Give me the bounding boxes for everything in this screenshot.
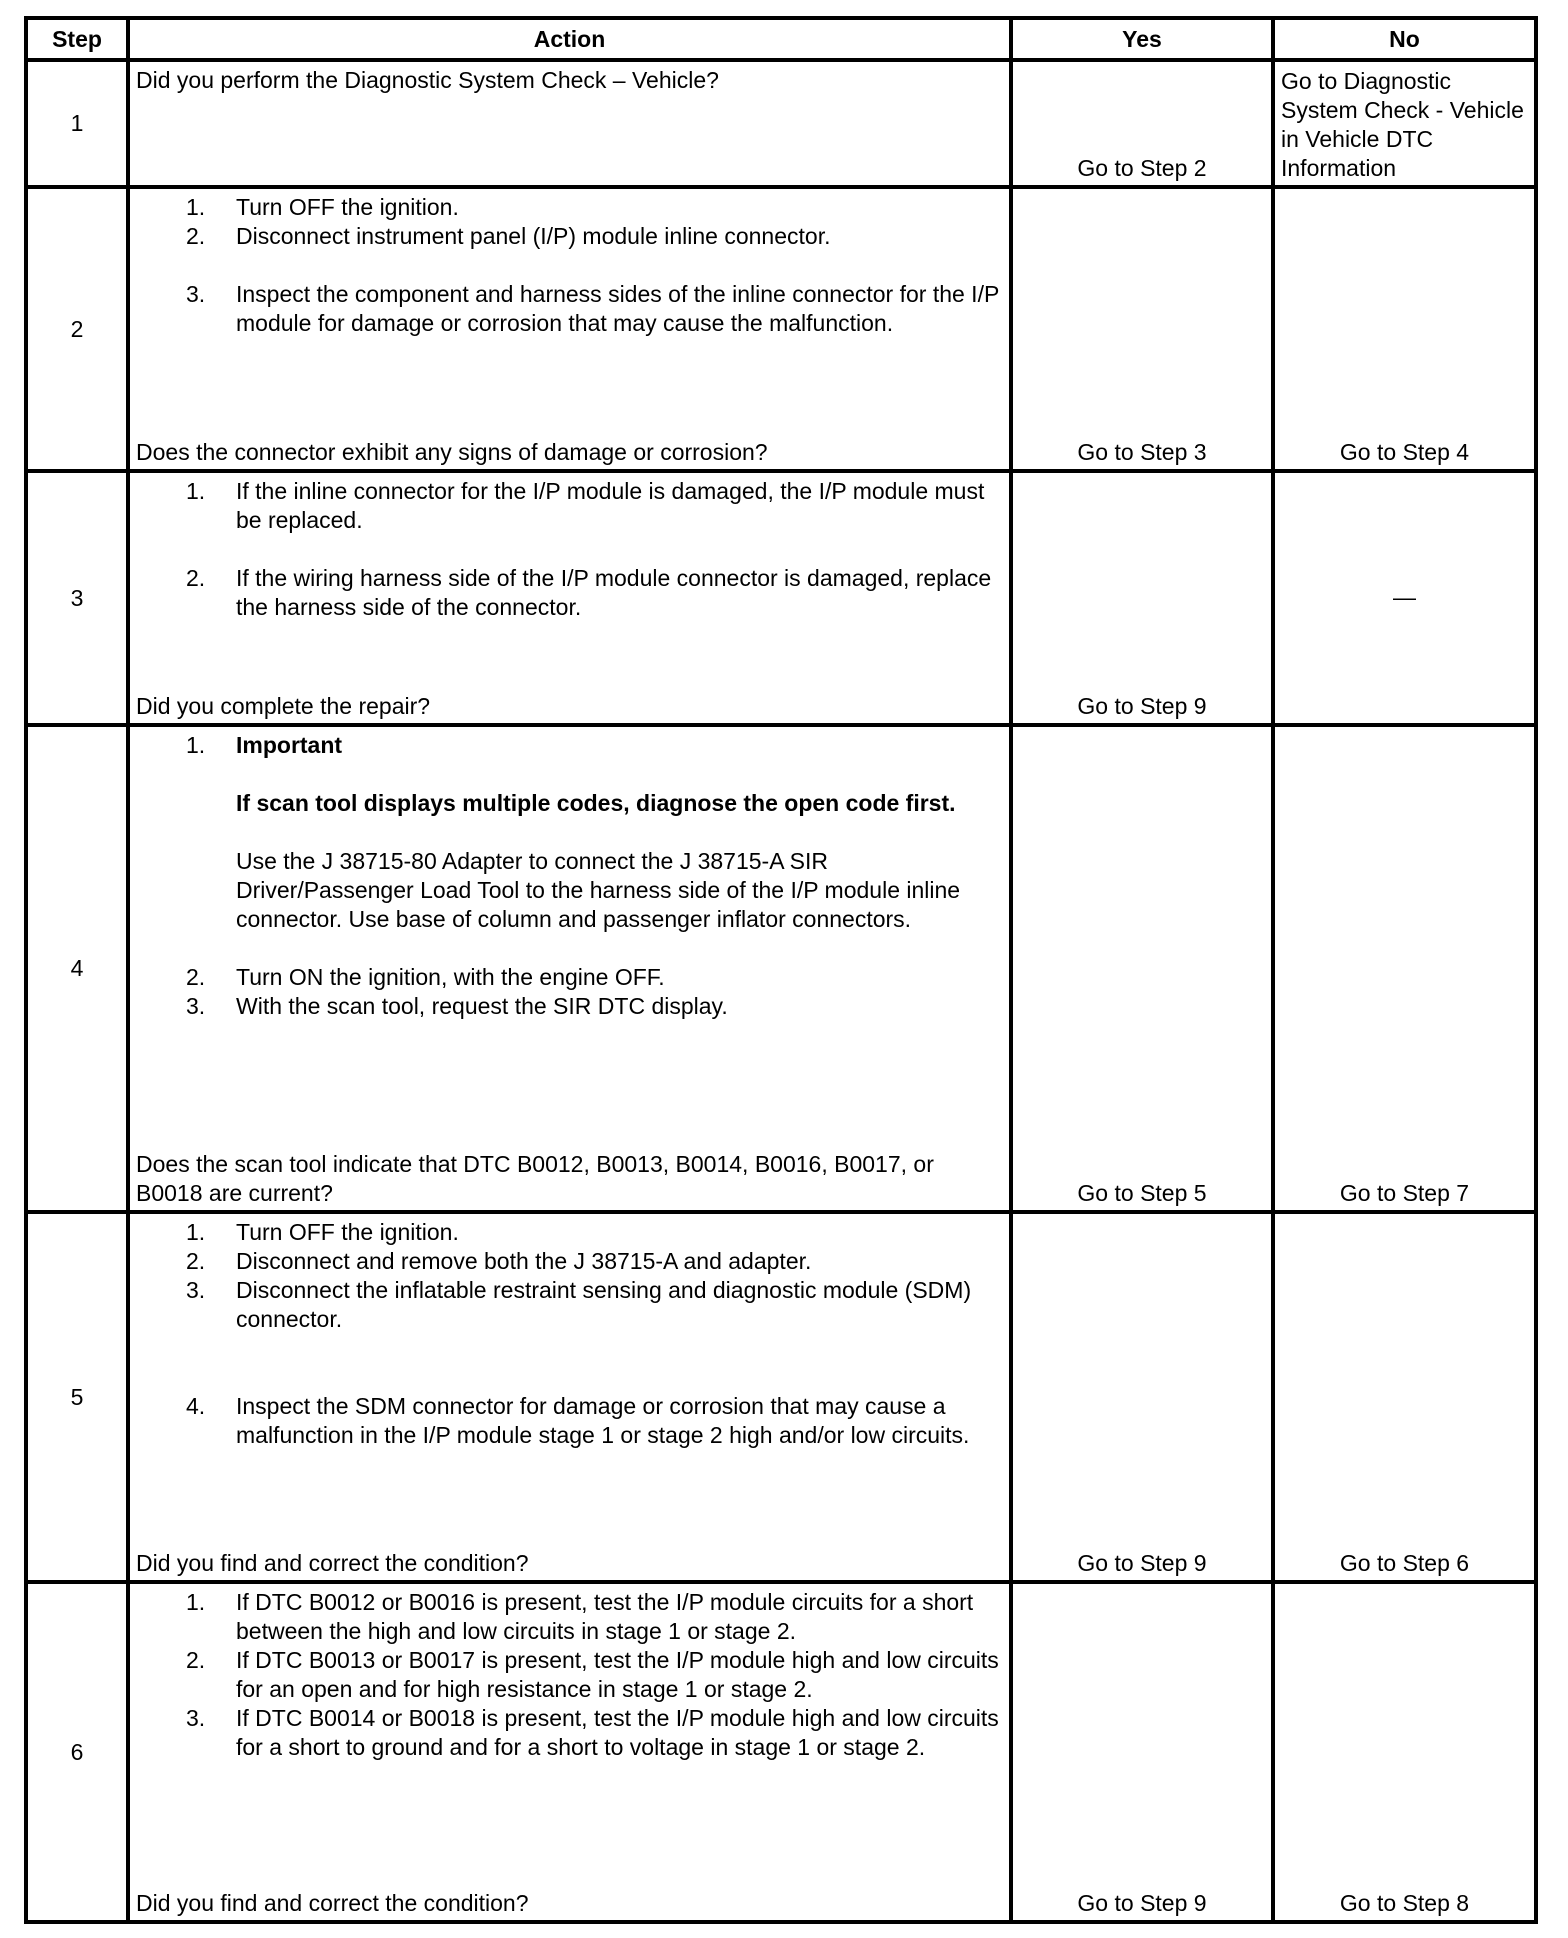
action-question: Did you find and correct the condition? — [136, 1550, 529, 1576]
list-item: 1. Important If scan tool displays multiple codes, diagnose the open code first. Use the J 38715-80 Adapter to connect the J 38715-A SIR Driver/Passenger Load Tool to the harness side of the I/P module inline connector. Use base of column and passenger inflator connectors. — [136, 731, 1003, 934]
no-cell: — — [1273, 471, 1536, 725]
table-row — [26, 471, 1536, 725]
yes-cell: Go to Step 9 — [1011, 1582, 1273, 1922]
header-step: Step — [26, 18, 128, 60]
diagnostic-table — [24, 16, 1538, 1924]
list-item: 1. If DTC B0012 or B0016 is present, test the I/P module circuits for a short between the high and low circuits in stage 1 or stage 2. — [186, 1589, 974, 1644]
yes-cell: Go to Step 3 — [1011, 187, 1273, 471]
action-cell — [128, 1212, 1011, 1582]
action-cell — [128, 471, 1011, 725]
header-row — [26, 18, 1536, 60]
action-list — [136, 1588, 1003, 1762]
no-cell: Go to Diagnostic System Check - Vehicle in Vehicle DTC Information — [1273, 60, 1536, 187]
action-list — [136, 477, 1003, 622]
action-question: Did you perform the Diagnostic System Check – Vehicle? — [136, 67, 719, 93]
action-cell — [128, 187, 1011, 471]
list-item: 4. Inspect the SDM connector for damage or corrosion that may cause a malfunction in the I/P module stage 1 or stage 2 high and/or low circuits. — [186, 1393, 970, 1448]
action-question: Did you complete the repair? — [136, 693, 431, 719]
action-cell — [128, 1582, 1011, 1922]
important-note: If scan tool displays multiple codes, diagnose the open code first. — [236, 790, 956, 816]
action-cell — [128, 60, 1011, 187]
header-action: Action — [128, 18, 1011, 60]
action-question: Does the scan tool indicate that DTC B0012, B0013, B0014, B0016, B0017, or B0018 are current? — [136, 1151, 934, 1206]
header-yes: Yes — [1011, 18, 1273, 60]
no-cell: Go to Step 7 — [1273, 725, 1536, 1212]
no-cell: Go to Step 6 — [1273, 1212, 1536, 1582]
yes-cell: Go to Step 9 — [1011, 1212, 1273, 1582]
list-item: 1. If the inline connector for the I/P module is damaged, the I/P module must be replaced. — [186, 478, 985, 533]
action-list — [136, 731, 1003, 1021]
step-number: 2 — [26, 187, 128, 471]
table-row — [26, 1212, 1536, 1582]
important-label: Important — [236, 732, 343, 758]
list-item: 3. Inspect the component and harness sides of the inline connector for the I/P module for damage or corrosion that may cause the malfunction. — [186, 281, 999, 336]
diagnostic-table-page — [24, 16, 1534, 1924]
action-list — [136, 193, 1003, 338]
step-number: 4 — [26, 725, 128, 1212]
action-cell — [128, 725, 1011, 1212]
list-item: 3. If DTC B0014 or B0018 is present, test the I/P module high and low circuits for a short to ground and for a short to voltage in stage 1 or stage 2. — [186, 1705, 999, 1760]
list-item: 1. Turn OFF the ignition. — [186, 194, 459, 220]
list-item: 2. Turn ON the ignition, with the engine OFF. — [186, 964, 665, 990]
step-number: 1 — [26, 60, 128, 187]
table-row — [26, 1582, 1536, 1922]
list-item: 1. Turn OFF the ignition. — [186, 1219, 459, 1245]
list-item: 2. Disconnect and remove both the J 38715-A and adapter. — [186, 1248, 812, 1274]
step-number: 3 — [26, 471, 128, 725]
list-item: 2. Disconnect instrument panel (I/P) module inline connector. — [186, 223, 831, 249]
header-no: No — [1273, 18, 1536, 60]
list-item: 2. If DTC B0013 or B0017 is present, test the I/P module high and low circuits for an open and for high resistance in stage 1 or stage 2. — [186, 1647, 999, 1702]
action-list — [136, 1218, 1003, 1450]
table-row — [26, 187, 1536, 471]
list-item: 2. If the wiring harness side of the I/P module connector is damaged, replace the harness side of the connector. — [186, 565, 992, 620]
step-number: 5 — [26, 1212, 128, 1582]
table-row — [26, 60, 1536, 187]
yes-cell: Go to Step 5 — [1011, 725, 1273, 1212]
step-number: 6 — [26, 1582, 128, 1922]
yes-cell: Go to Step 2 — [1011, 60, 1273, 187]
list-item: 3. With the scan tool, request the SIR DTC display. — [186, 993, 728, 1019]
no-cell: Go to Step 4 — [1273, 187, 1536, 471]
action-question: Does the connector exhibit any signs of damage or corrosion? — [136, 439, 768, 465]
yes-cell: Go to Step 9 — [1011, 471, 1273, 725]
table-row — [26, 725, 1536, 1212]
list-item: 3. Disconnect the inflatable restraint sensing and diagnostic module (SDM) connector. — [186, 1277, 972, 1332]
no-cell: Go to Step 8 — [1273, 1582, 1536, 1922]
action-question: Did you find and correct the condition? — [136, 1890, 529, 1916]
